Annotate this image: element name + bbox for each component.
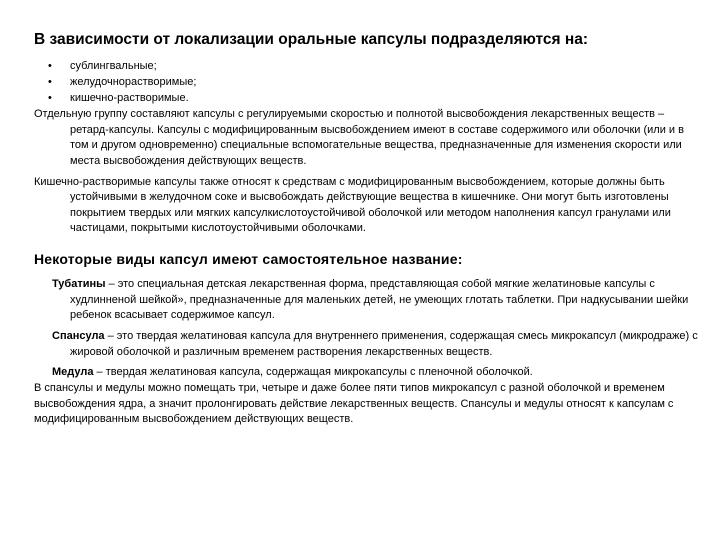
- term-name: Тубатины: [52, 278, 106, 291]
- bullet-icon: •: [48, 60, 52, 73]
- term-name: Спансула: [52, 330, 105, 343]
- term-entry-medula: [34, 365, 698, 381]
- term-definition: – это специальная детская лекарственная форма, представляющая собой мягкие желатиновые капсулы с худлинненой шейкой», предназначенные для маленьких детей, не умеющих глотать таблетки. При надкусывании шейки ребенок всасывает содержимое капсул.: [70, 278, 689, 322]
- list-item: [34, 91, 698, 107]
- paragraph-microcapsules: В спансулы и медулы можно помещать три, четыре и даже более пяти типов микрокапсул с разной оболочкой и временем высвобождения ядра, а значит пролонгировать действие лекарственных веществ. Спансулы и медулы относят к капсулам с модифицированным высвобождением действующих веществ.: [34, 381, 674, 426]
- paragraph-retard-capsules: Отдельную группу составляют капсулы с регулируемыми скоростью и полнотой высвобождения лекарственных веществ – ретард-капсулы. Капсулы с модифицированным высвобождением имеют в составе содержимого или оболочки (или и в том и другом одновременно) специальные вспомогательные вещества, предназначенные для изменения скорости или места высвобождения действующих веществ.: [34, 108, 684, 168]
- term-entry-tubatiny: [34, 277, 698, 324]
- section-subtitle: Некоторые виды капсул имеют самостоятельное название:: [34, 251, 463, 268]
- term-definition: – твердая желатиновая капсула, содержащая микрокапсулы с пленочной оболочкой.: [93, 366, 533, 379]
- list-item-label: сублингвальные;: [70, 60, 157, 73]
- paragraph-enteric-capsules: Кишечно-растворимые капсулы также относят к средствам с модифицированным высвобождением, которые должны быть устойчивыми в желудочном соке и высвобождать действующие вещества в кишечнике. Они могут быть изготовлены покрытием твердых или мягких капсулкислотоустойчивой оболочкой или методом наполнения капсул гранулами или частицами, покрытыми кислотоустойчивыми оболочками.: [34, 175, 671, 235]
- spacer: [34, 237, 698, 250]
- bullet-icon: •: [48, 92, 52, 105]
- list-item: [34, 59, 698, 75]
- list-item: [34, 75, 698, 91]
- capsule-type-list: [34, 59, 698, 107]
- bullet-icon: •: [48, 76, 52, 89]
- term-name: Медула: [52, 366, 94, 379]
- spacer: [34, 268, 698, 277]
- page-title: В зависимости от локализации оральные капсулы подразделяются на:: [34, 31, 589, 48]
- list-item-label: желудочнорастворимые;: [70, 76, 197, 89]
- term-definition: – это твердая желатиновая капсула для внутреннего применения, содержащая смесь микрокапсул (микродраже) с жировой оболочкой и различным временем растворения лекарственных веществ.: [70, 330, 698, 358]
- term-entry-spansula: [34, 329, 698, 360]
- list-item-label: кишечно-растворимые.: [70, 92, 189, 105]
